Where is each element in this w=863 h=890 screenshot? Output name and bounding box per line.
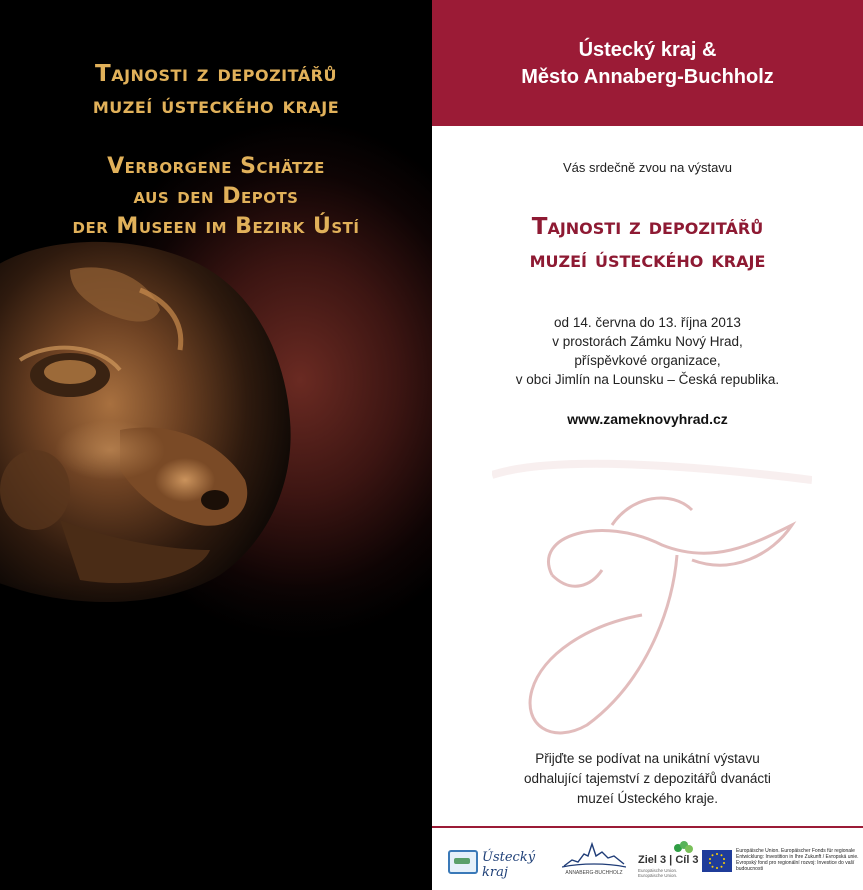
ustecky-kraj-name: Ústecký kraj bbox=[482, 850, 536, 880]
annaberg-logo bbox=[562, 838, 626, 886]
invite-text: Vás srdečně zvou na výstavu bbox=[562, 160, 733, 175]
closing-line: odhalující tajemství z depozitářů dvanácti bbox=[524, 771, 771, 786]
left-title-cz-line: muzeí ústeckého kraje bbox=[92, 93, 340, 119]
t-monogram-watermark bbox=[492, 455, 812, 755]
left-title-de-line: Verborgene Schätze bbox=[107, 154, 325, 179]
ziel3-dots-icon bbox=[672, 840, 694, 854]
eu-funding-text: Europäische Union. Europäischer Fonds für regionale Entwicklung: Investition in Ihre Zukunft / Evropská unie. Evropský fond pro regionální rozvoj: Investice do vaší budoucnosti bbox=[736, 848, 859, 872]
eu-logo bbox=[702, 838, 860, 886]
partner-logos bbox=[432, 838, 863, 888]
left-title-czech bbox=[0, 58, 432, 122]
closing-line: Přijďte se podívat na unikátní výstavu bbox=[535, 751, 760, 766]
details-line: od 14. června do 13. října 2013 bbox=[554, 315, 741, 330]
closing-line: muzeí Ústeckého kraje. bbox=[576, 791, 719, 806]
left-title-german bbox=[0, 152, 432, 242]
website-link[interactable]: www.zameknovyhrad.cz bbox=[567, 411, 728, 427]
left-title-cz-line: Tajnosti z depozitářů bbox=[95, 61, 337, 87]
banner-line: Město Annaberg-Buchholz bbox=[521, 66, 774, 88]
ziel3-title: Ziel 3 | Cíl 3 bbox=[638, 854, 699, 866]
eu-flag-icon bbox=[702, 850, 732, 872]
left-dark-fade bbox=[0, 580, 432, 890]
right-invitation-panel bbox=[432, 0, 863, 890]
annaberg-name: ANNABERG-BUCHHOLZ bbox=[565, 870, 623, 876]
ustecky-kraj-logo bbox=[448, 838, 558, 886]
ziel3-logo bbox=[638, 838, 698, 886]
details-line: v prostorách Zámku Nový Hrad, bbox=[552, 334, 743, 349]
town-skyline-icon bbox=[562, 840, 626, 870]
left-title-de-line: aus den Depots bbox=[133, 184, 299, 209]
details-line: v obci Jimlín na Lounsku – Česká republika. bbox=[515, 372, 780, 387]
details-line: příspěvkové organizace, bbox=[574, 353, 721, 368]
left-title-de-line: der Museen im Bezirk Ústí bbox=[72, 214, 360, 239]
ustecky-kraj-mark-icon bbox=[448, 850, 478, 874]
organizers-banner bbox=[432, 0, 863, 126]
footer-divider bbox=[432, 826, 863, 828]
exhibition-details bbox=[432, 313, 863, 389]
ziel3-subtext: Europäische Union. Europäische Union. bbox=[638, 868, 678, 878]
closing-text bbox=[432, 749, 863, 809]
exhibition-title-line: muzeí ústeckého kraje bbox=[529, 247, 766, 273]
bronze-head-image bbox=[0, 230, 432, 630]
banner-line: Ústecký kraj & bbox=[578, 39, 717, 61]
exhibition-title-line: Tajnosti z depozitářů bbox=[531, 214, 764, 240]
exhibition-title bbox=[432, 211, 863, 277]
